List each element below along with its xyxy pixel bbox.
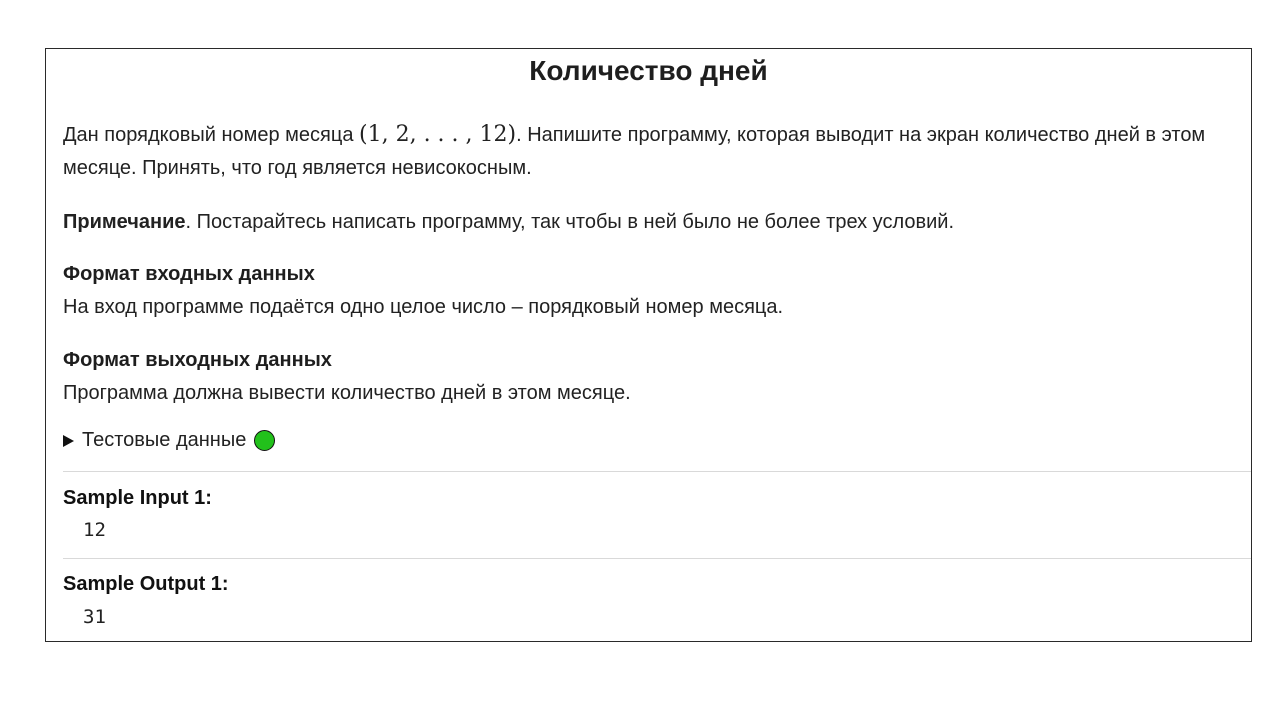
- note-text: . Постарайтесь написать программу, так чтобы в ней было не более трех условий.: [185, 211, 955, 233]
- sample-input-label: Sample Input 1:: [63, 487, 212, 509]
- input-format-heading: Формат входных данных: [63, 263, 315, 285]
- tests-toggle-label: Тестовые данные: [82, 429, 247, 451]
- tests-toggle[interactable]: [63, 429, 275, 452]
- sample-output-label: Sample Output 1:: [63, 573, 229, 595]
- statement-suffix: . Напишите программу, которая выводит на экран количество дней в этом месяце. Принять, что год является невисокосным.: [63, 124, 1206, 179]
- divider: [63, 558, 1251, 559]
- input-format-text: На вход программе подаётся одно целое число – порядковый номер месяца.: [63, 296, 784, 318]
- problem-title: Количество дней: [529, 55, 768, 86]
- disclosure-triangle-icon: [63, 435, 74, 447]
- problem-panel: [45, 48, 1252, 642]
- sample-input-value: 12: [83, 519, 106, 541]
- month-range-math: (1, 2, . . . , 12): [359, 122, 517, 147]
- problem-note: [63, 206, 1237, 239]
- problem-statement: [63, 118, 1237, 185]
- divider: [63, 471, 1251, 472]
- output-format-text: Программа должна вывести количество дней в этом месяце.: [63, 382, 631, 404]
- tests-status-icon: [254, 430, 275, 451]
- note-label: Примечание: [63, 211, 186, 233]
- statement-prefix: Дан порядковый номер месяца: [63, 124, 360, 146]
- output-format-heading: Формат выходных данных: [63, 349, 332, 371]
- sample-output-value: 31: [83, 606, 106, 628]
